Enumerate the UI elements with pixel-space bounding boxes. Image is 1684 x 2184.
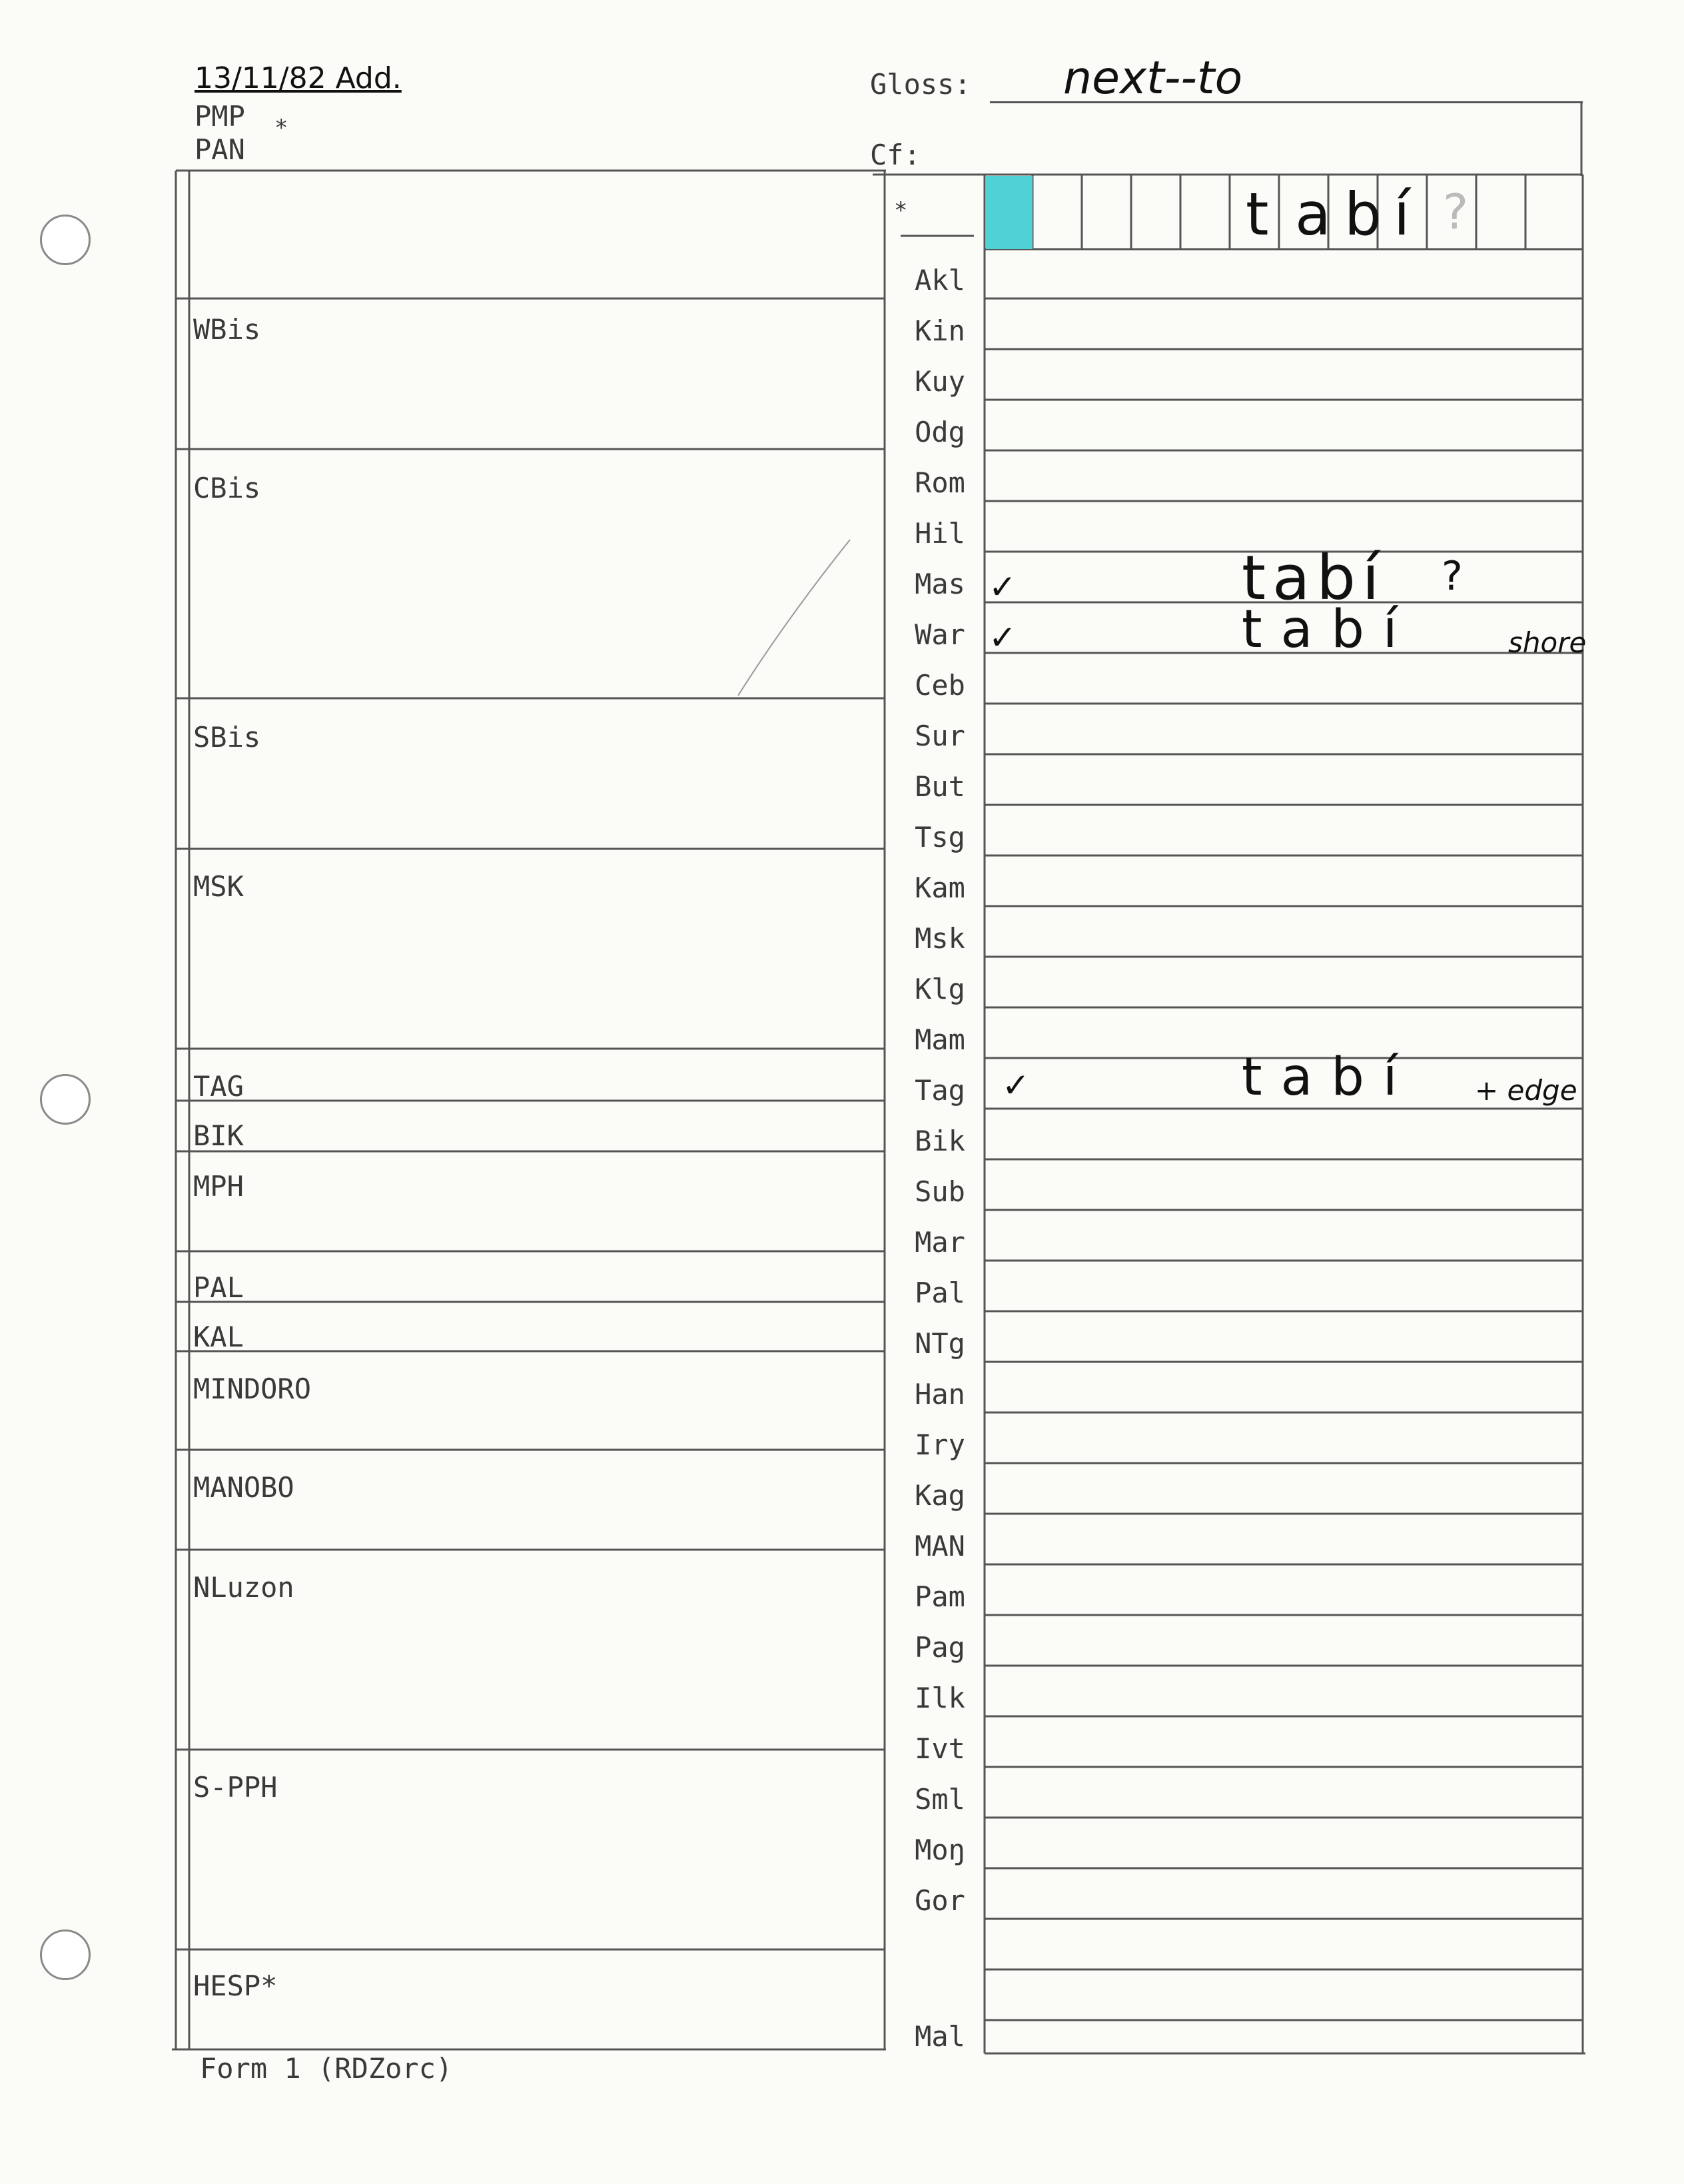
date-note: 13/11/82 Add. — [195, 61, 402, 95]
note-war: shore — [1508, 626, 1587, 659]
section-s-pph: S-PPH — [193, 1771, 278, 1804]
lang-ivt: Ivt — [915, 1732, 965, 1765]
recon-letter-2: a — [1295, 180, 1331, 249]
lang-sml: Sml — [915, 1783, 965, 1816]
lang-mas: Mas — [915, 568, 965, 600]
check-tag: ✓ — [1002, 1066, 1030, 1105]
lang-sub: Sub — [915, 1175, 965, 1208]
section-msk: MSK — [193, 870, 244, 903]
section-tag: TAG — [193, 1070, 244, 1103]
form-footer: Form 1 (RDZorc) — [200, 2052, 453, 2085]
section-mindoro: MINDORO — [193, 1372, 312, 1405]
lang-mam: Mam — [915, 1023, 965, 1056]
lang-kuy: Kuy — [915, 365, 965, 398]
lang-akl: Akl — [915, 264, 965, 296]
lang-gor: Gor — [915, 1884, 965, 1917]
lang-tsg: Tsg — [915, 821, 965, 853]
check-mas: ✓ — [989, 568, 1017, 606]
lang-tag: Tag — [915, 1074, 965, 1107]
recon-letter-3: b — [1344, 180, 1382, 249]
lang-kam: Kam — [915, 871, 965, 904]
lang-war: War — [915, 618, 965, 651]
lang-ilk: Ilk — [915, 1682, 965, 1714]
lang-but: But — [915, 770, 965, 803]
lang-mal: Mal — [915, 2020, 965, 2053]
lang-kin: Kin — [915, 314, 965, 347]
recon-letter-4: í — [1394, 180, 1410, 249]
lang-man: MAN — [915, 1530, 965, 1562]
section-mph: MPH — [193, 1170, 244, 1203]
pan-label: PAN — [195, 133, 245, 166]
section-sbis: SBis — [193, 721, 261, 754]
gloss-label: Gloss: — [870, 68, 971, 101]
lang-mong: Moŋ — [915, 1834, 965, 1866]
section-pal: PAL — [193, 1271, 244, 1304]
section-kal: KAL — [193, 1321, 244, 1353]
lang-pal: Pal — [915, 1277, 965, 1309]
form-tag: tabí — [1242, 1047, 1416, 1107]
section-nluzon: NLuzon — [193, 1571, 294, 1604]
cf-label: Cf: — [870, 139, 921, 171]
lang-mar: Mar — [915, 1226, 965, 1259]
pmp-label: PMP — [195, 100, 245, 133]
lang-han: Han — [915, 1378, 965, 1410]
lang-sur: Sur — [915, 720, 965, 752]
section-cbis: CBis — [193, 472, 261, 504]
highlight-cell — [986, 176, 1033, 249]
lang-ntg: NTg — [915, 1327, 965, 1360]
note-tag: + edge — [1475, 1074, 1577, 1107]
lang-kag: Kag — [915, 1479, 965, 1512]
lang-rom: Rom — [915, 466, 965, 499]
recon-letter-1: t — [1246, 180, 1269, 249]
gloss-value: next--to — [1063, 52, 1243, 105]
lang-odg: Odg — [915, 416, 965, 448]
section-hesp: HESP* — [193, 1969, 278, 2002]
pmp-asterisk: * — [274, 115, 288, 141]
lang-pam: Pam — [915, 1580, 965, 1613]
recon-letter-5: ? — [1443, 184, 1469, 240]
lang-iry: Iry — [915, 1428, 965, 1461]
lang-msk: Msk — [915, 922, 965, 955]
section-manobo: MANOBO — [193, 1471, 294, 1504]
lang-pag: Pag — [915, 1631, 965, 1664]
lang-bik: Bik — [915, 1125, 965, 1157]
question-mas: ? — [1442, 553, 1463, 600]
check-war: ✓ — [989, 618, 1017, 657]
form-mas: tabí — [1242, 542, 1386, 614]
form-war: tabí — [1242, 600, 1416, 660]
section-bik: BIK — [193, 1119, 244, 1152]
lang-ceb: Ceb — [915, 669, 965, 702]
lang-hil: Hil — [915, 517, 965, 550]
lang-klg: Klg — [915, 973, 965, 1005]
reconstruction-star: * — [894, 197, 908, 224]
section-wbis: WBis — [193, 313, 261, 346]
